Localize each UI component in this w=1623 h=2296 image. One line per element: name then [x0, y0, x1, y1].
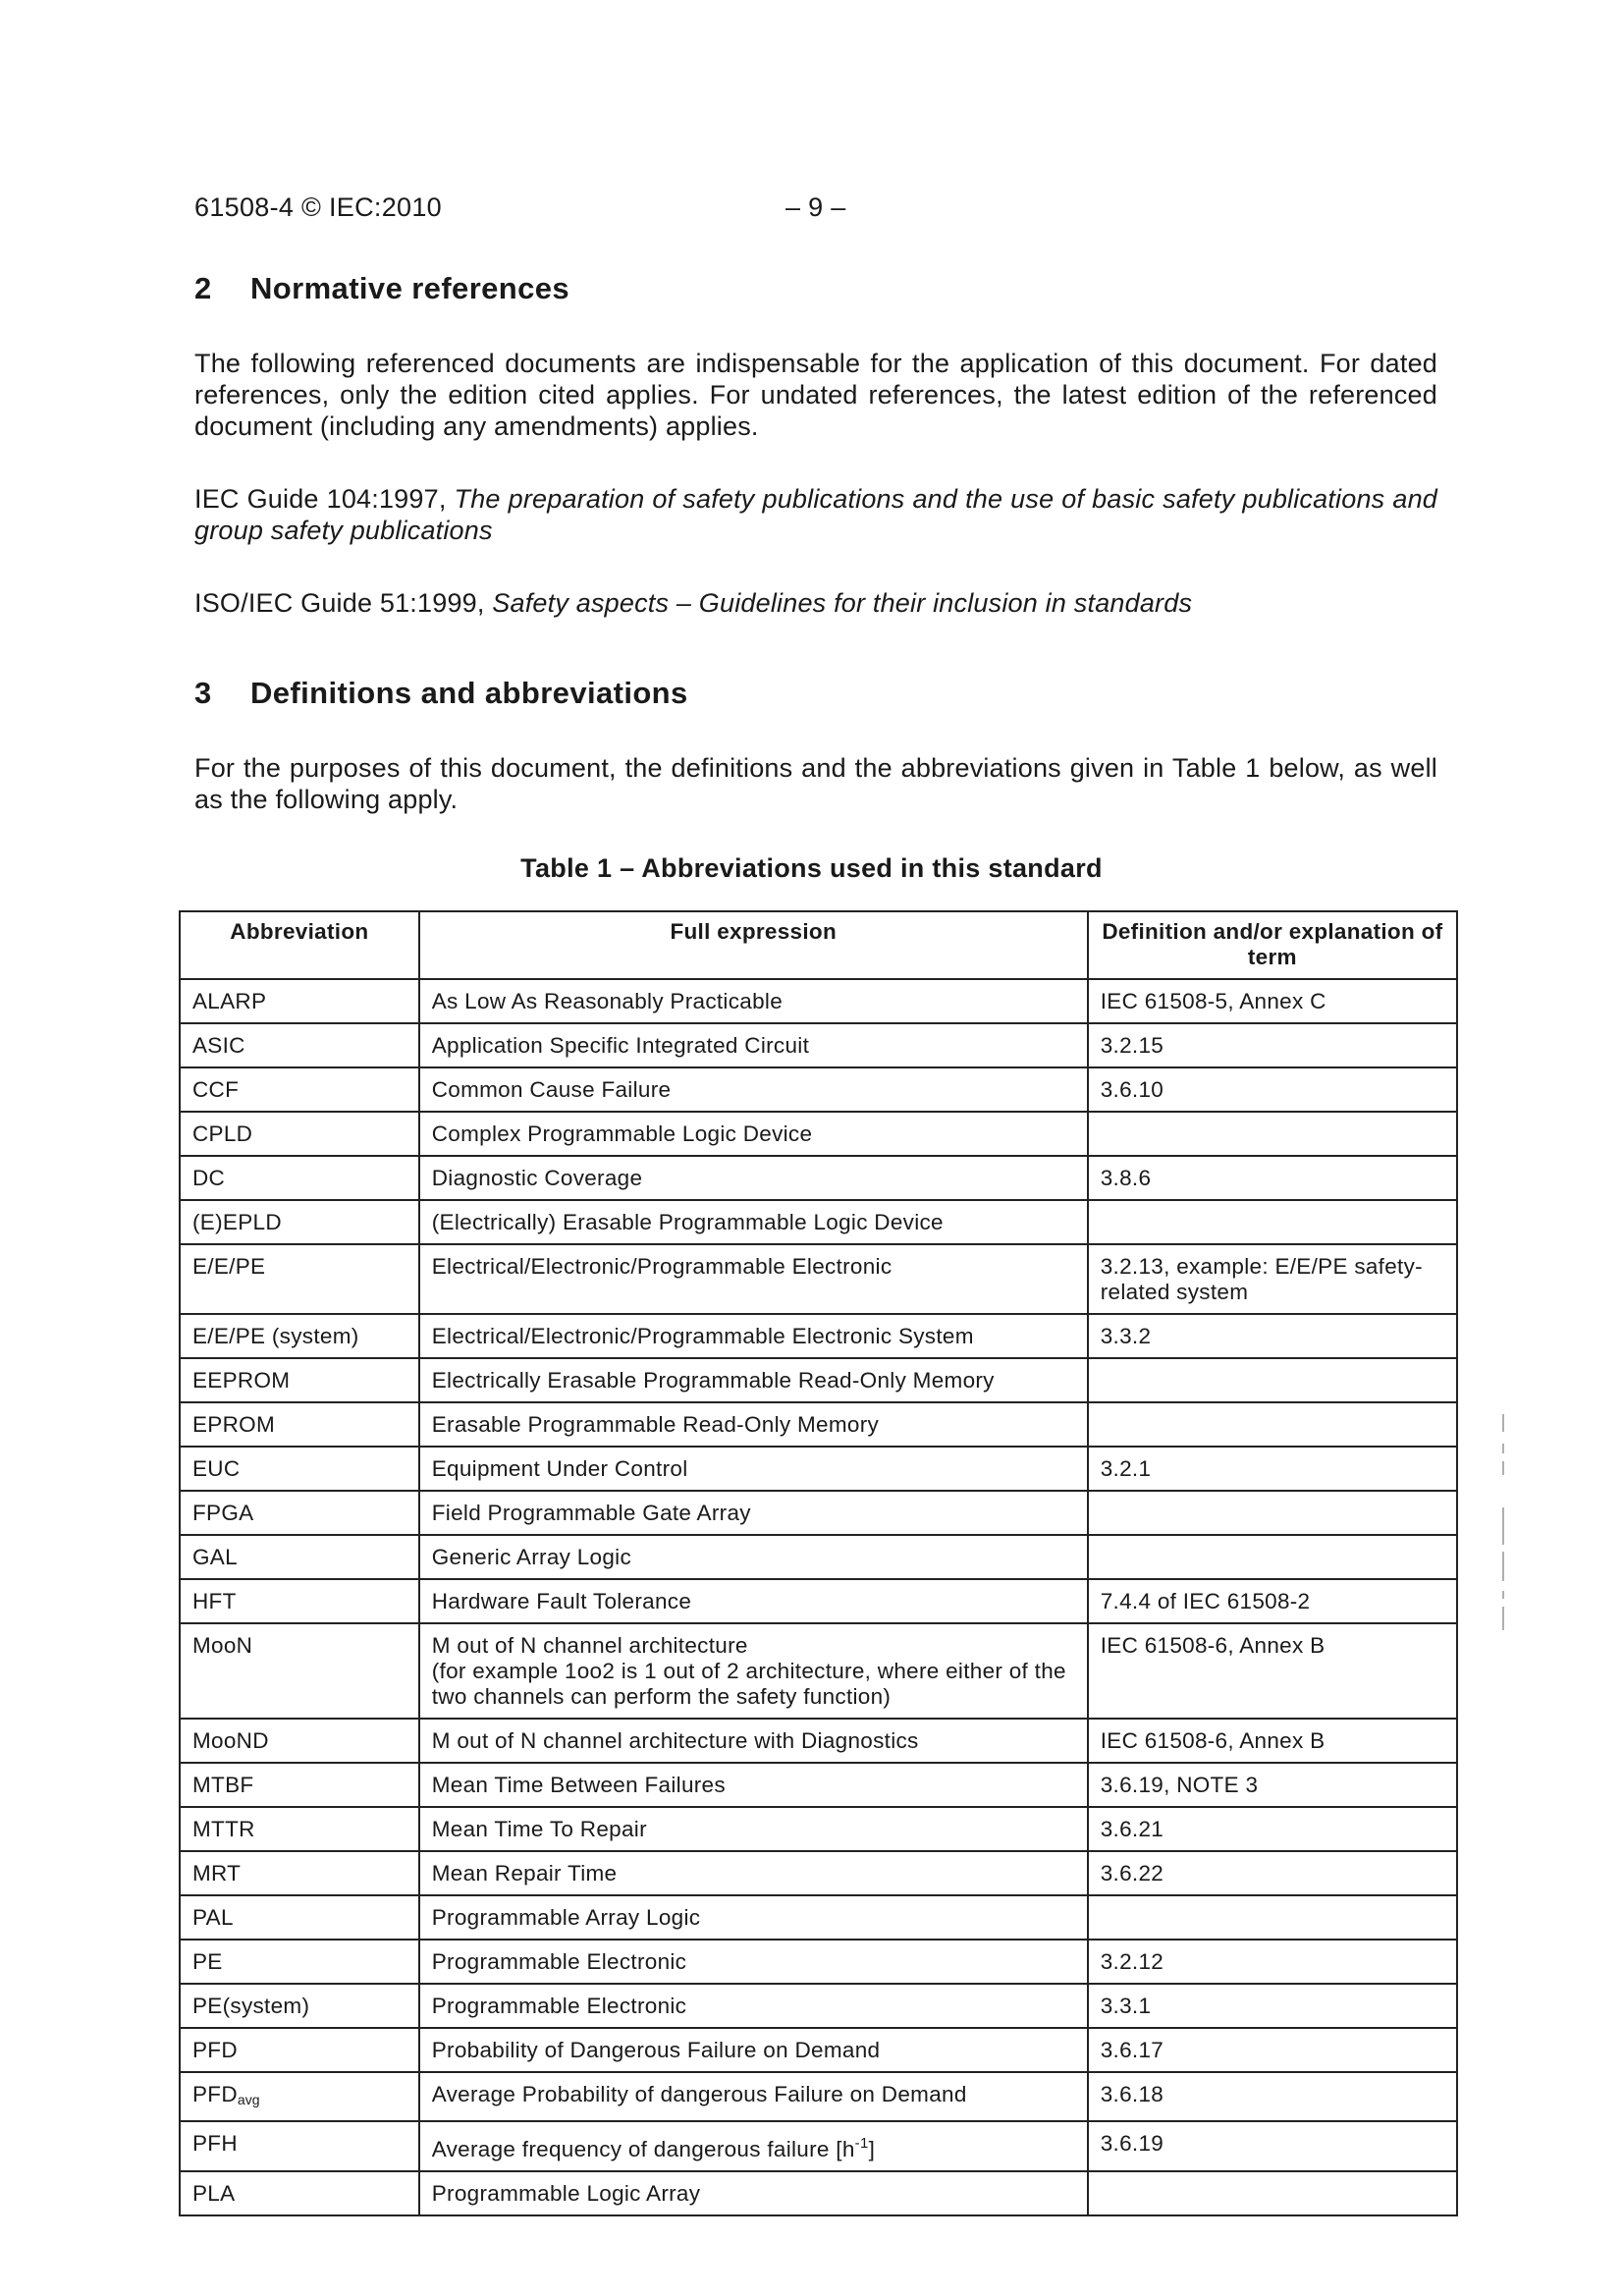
cell-text: Common Cause Failure	[431, 1077, 672, 1102]
subscript-avg: avg	[237, 2092, 260, 2107]
reference-id: IEC Guide 104:1997,	[194, 484, 447, 514]
cell-text: E/E/PE	[192, 1254, 266, 1279]
cell-text: (E)EPLD	[192, 1210, 282, 1234]
cell-abbreviation	[180, 1851, 419, 1895]
cell-full-expression	[419, 1763, 1088, 1807]
table-body	[180, 979, 1457, 2215]
reference-iec-guide-104	[194, 483, 1437, 546]
paragraph-text: The following referenced documents are indispensable for the application of this document. For dated references, only the edition cited applies. For undated references, the latest edition of the referenced document (including any amendments) applies.	[194, 349, 1437, 441]
cell-definition	[1088, 1851, 1457, 1895]
cell-abbreviation	[180, 979, 419, 1023]
cell-full-expression	[419, 2171, 1088, 2215]
table-row	[180, 1023, 1457, 1067]
cell-text: 3.6.19, NOTE 3	[1100, 1773, 1259, 1797]
cell-text: IEC 61508-5, Annex C	[1100, 989, 1326, 1013]
table-row	[180, 1895, 1457, 1940]
column-header-full-expression: Full expression	[419, 911, 1088, 979]
cell-text: MTBF	[192, 1773, 254, 1797]
cell-text: As Low As Reasonably Practicable	[431, 989, 784, 1013]
table-row	[180, 2171, 1457, 2215]
cell-full-expression	[419, 1940, 1088, 1984]
cell-text: 3.6.17	[1100, 2038, 1164, 2062]
cell-text: Field Programmable Gate Array	[431, 1501, 751, 1525]
table-caption: Table 1 – Abbreviations used in this standard	[520, 853, 1103, 883]
cell-abbreviation	[180, 1023, 419, 1067]
cell-text: ALARP	[192, 989, 267, 1013]
cell-text: 3.8.6	[1100, 1166, 1152, 1190]
cell-text: MooND	[192, 1728, 269, 1753]
definitions-intro	[194, 752, 1437, 815]
cell-full-expression	[419, 979, 1088, 1023]
cell-text: ASIC	[192, 1033, 245, 1058]
cell-text: Hardware Fault Tolerance	[431, 1589, 692, 1613]
cell-text: PFD	[192, 2038, 238, 2062]
cell-text: MRT	[192, 1861, 242, 1886]
cell-definition	[1088, 1447, 1457, 1491]
cell-full-expression	[419, 2072, 1088, 2121]
cell-definition	[1088, 1402, 1457, 1447]
reference-iso-iec-guide-51	[194, 587, 1437, 619]
cell-text: FPGA	[192, 1501, 254, 1525]
cell-definition	[1088, 1763, 1457, 1807]
cell-text: 3.2.13, example: E/E/PE safety-related system	[1100, 1254, 1423, 1304]
cell-text: E/E/PE (system)	[192, 1324, 359, 1348]
table-row	[180, 1358, 1457, 1402]
cell-abbreviation	[180, 1763, 419, 1807]
closing-bracket: ]	[868, 2137, 876, 2161]
cell-text: 3.6.19	[1100, 2131, 1164, 2156]
table-row	[180, 1200, 1457, 1244]
cell-text: 3.6.22	[1100, 1861, 1164, 1886]
cell-definition	[1088, 1807, 1457, 1851]
table-row	[180, 1491, 1457, 1535]
cell-full-expression	[419, 1851, 1088, 1895]
cell-definition	[1088, 1358, 1457, 1402]
table-row	[180, 1535, 1457, 1579]
cell-full-expression	[419, 1200, 1088, 1244]
cell-abbreviation	[180, 2121, 419, 2171]
cell-text: MooN	[192, 1633, 253, 1658]
cell-text: Average Probability of dangerous Failure on Demand	[431, 2082, 967, 2106]
reference-title: The preparation of safety publications and the use of basic safety publications and group safety publications	[194, 484, 1438, 545]
margin-marks	[1502, 1414, 1506, 1640]
table-row	[180, 1719, 1457, 1763]
cell-text: GAL	[192, 1545, 238, 1569]
cell-full-expression	[419, 1023, 1088, 1067]
cell-abbreviation	[180, 1358, 419, 1402]
cell-text: EUC	[192, 1456, 241, 1481]
cell-full-expression	[419, 2121, 1088, 2171]
cell-abbreviation	[180, 1895, 419, 1940]
cell-abbreviation	[180, 2072, 419, 2121]
cell-full-expression	[419, 1984, 1088, 2028]
table-row	[180, 1402, 1457, 1447]
table-row	[180, 1447, 1457, 1491]
cell-definition	[1088, 979, 1457, 1023]
cell-full-expression	[419, 1314, 1088, 1358]
section-title: Definitions and abbreviations	[250, 676, 688, 710]
cell-full-expression	[419, 1807, 1088, 1851]
normative-references-intro	[194, 348, 1437, 442]
cell-text: M out of N channel architecture (for example 1oo2 is 1 out of 2 architecture, where either of the two channels can perform the safety function)	[431, 1633, 1066, 1709]
cell-text: Generic Array Logic	[431, 1545, 632, 1569]
abbreviations-table	[179, 910, 1458, 2216]
cell-text: Electrical/Electronic/Programmable Electronic System	[431, 1324, 974, 1348]
cell-definition	[1088, 1984, 1457, 2028]
cell-text: PE	[192, 1949, 223, 1974]
cell-definition	[1088, 1895, 1457, 1940]
cell-full-expression	[419, 1358, 1088, 1402]
cell-definition	[1088, 1067, 1457, 1112]
section-title: Normative references	[250, 271, 570, 305]
cell-text: 3.6.10	[1100, 1077, 1164, 1102]
cell-abbreviation	[180, 1067, 419, 1112]
cell-full-expression	[419, 1156, 1088, 1200]
cell-definition	[1088, 2072, 1457, 2121]
page-number: – 9 –	[785, 192, 846, 222]
cell-text: PAL	[192, 1905, 234, 1930]
cell-definition	[1088, 2028, 1457, 2072]
cell-abbreviation	[180, 1579, 419, 1623]
cell-abbreviation	[180, 1535, 419, 1579]
cell-full-expression	[419, 1579, 1088, 1623]
reference-id: ISO/IEC Guide 51:1999,	[194, 588, 485, 618]
cell-text: PFH	[192, 2131, 238, 2156]
cell-abbreviation	[180, 1244, 419, 1314]
cell-definition	[1088, 1200, 1457, 1244]
table-row	[180, 2072, 1457, 2121]
cell-definition	[1088, 1535, 1457, 1579]
paragraph-text: For the purposes of this document, the definitions and the abbreviations given in Table 1 below, as well as the following apply.	[194, 753, 1437, 814]
cell-full-expression	[419, 1623, 1088, 1719]
cell-definition	[1088, 1112, 1457, 1156]
cell-full-expression	[419, 1244, 1088, 1314]
cell-definition	[1088, 1623, 1457, 1719]
table-row	[180, 1314, 1457, 1358]
cell-text: 3.2.1	[1100, 1456, 1152, 1481]
cell-text: Programmable Electronic	[431, 1949, 687, 1974]
cell-full-expression	[419, 1491, 1088, 1535]
cell-full-expression	[419, 1402, 1088, 1447]
cell-text: HFT	[192, 1589, 237, 1613]
section-number: 2	[194, 271, 212, 305]
cell-abbreviation	[180, 1402, 419, 1447]
cell-text: EEPROM	[192, 1368, 291, 1393]
cell-text: PLA	[192, 2181, 236, 2206]
cell-text: Mean Time To Repair	[431, 1817, 647, 1841]
cell-text: 3.6.18	[1100, 2082, 1164, 2106]
cell-full-expression	[419, 1535, 1088, 1579]
cell-text: PE(system)	[192, 1994, 310, 2018]
cell-definition	[1088, 1491, 1457, 1535]
cell-text: EPROM	[192, 1412, 276, 1437]
table-row	[180, 2028, 1457, 2072]
table-row	[180, 1067, 1457, 1112]
table-header-row	[180, 911, 1457, 979]
cell-text: 3.3.2	[1100, 1324, 1152, 1348]
cell-text: Application Specific Integrated Circuit	[431, 1033, 810, 1058]
cell-definition	[1088, 1940, 1457, 1984]
cell-definition	[1088, 1023, 1457, 1067]
cell-text: Diagnostic Coverage	[431, 1166, 643, 1190]
cell-text: IEC 61508-6, Annex B	[1100, 1633, 1325, 1658]
cell-text: 3.2.12	[1100, 1949, 1164, 1974]
section-3-heading	[194, 676, 688, 711]
reference-title: Safety aspects – Guidelines for their inclusion in standards	[492, 588, 1193, 618]
cell-definition	[1088, 2171, 1457, 2215]
cell-full-expression	[419, 1719, 1088, 1763]
table-row	[180, 1851, 1457, 1895]
cell-full-expression	[419, 1067, 1088, 1112]
table-row	[180, 1940, 1457, 1984]
superscript-minus-one: -1	[854, 2135, 869, 2152]
cell-abbreviation	[180, 1491, 419, 1535]
cell-full-expression	[419, 1112, 1088, 1156]
table-row	[180, 979, 1457, 1023]
cell-full-expression	[419, 2028, 1088, 2072]
cell-abbreviation	[180, 1447, 419, 1491]
cell-definition	[1088, 2121, 1457, 2171]
cell-text: CCF	[192, 1077, 240, 1102]
cell-text: PFD	[192, 2082, 238, 2106]
table-row	[180, 1112, 1457, 1156]
cell-text: Programmable Electronic	[431, 1994, 687, 2018]
cell-abbreviation	[180, 1940, 419, 1984]
cell-abbreviation	[180, 1719, 419, 1763]
cell-abbreviation	[180, 1314, 419, 1358]
cell-text: Mean Time Between Failures	[431, 1773, 726, 1797]
cell-abbreviation	[180, 1984, 419, 2028]
cell-text: M out of N channel architecture with Diagnostics	[431, 1728, 919, 1753]
table-row	[180, 1984, 1457, 2028]
cell-text: Equipment Under Control	[431, 1456, 688, 1481]
cell-abbreviation	[180, 1156, 419, 1200]
cell-abbreviation	[180, 1623, 419, 1719]
cell-text: Complex Programmable Logic Device	[431, 1121, 813, 1146]
cell-abbreviation	[180, 1807, 419, 1851]
cell-definition	[1088, 1719, 1457, 1763]
cell-text: Electrically Erasable Programmable Read-Only Memory	[431, 1368, 995, 1393]
cell-definition	[1088, 1244, 1457, 1314]
table-row	[180, 2121, 1457, 2171]
table-row	[180, 1807, 1457, 1851]
cell-full-expression	[419, 1895, 1088, 1940]
cell-text: CPLD	[192, 1121, 253, 1146]
document-id: 61508-4 © IEC:2010	[194, 192, 442, 222]
cell-text: (Electrically) Erasable Programmable Logic Device	[431, 1210, 944, 1234]
cell-text: Programmable Array Logic	[431, 1905, 701, 1930]
cell-text: 3.6.21	[1100, 1817, 1164, 1841]
column-header-definition: Definition and/or explanation of term	[1088, 911, 1457, 979]
column-header-abbreviation: Abbreviation	[180, 911, 419, 979]
table-row	[180, 1623, 1457, 1719]
cell-text: DC	[192, 1166, 226, 1190]
cell-text: Average frequency of dangerous failure [h	[431, 2137, 855, 2161]
cell-text: Programmable Logic Array	[431, 2181, 701, 2206]
cell-text: Erasable Programmable Read-Only Memory	[431, 1412, 880, 1437]
cell-full-expression	[419, 1447, 1088, 1491]
cell-abbreviation	[180, 1200, 419, 1244]
cell-text: 7.4.4 of IEC 61508-2	[1100, 1589, 1311, 1613]
cell-abbreviation	[180, 2028, 419, 2072]
table-row	[180, 1244, 1457, 1314]
cell-text: IEC 61508-6, Annex B	[1100, 1728, 1325, 1753]
cell-text: Electrical/Electronic/Programmable Electronic	[431, 1254, 893, 1279]
cell-text: MTTR	[192, 1817, 255, 1841]
table-row	[180, 1763, 1457, 1807]
cell-definition	[1088, 1156, 1457, 1200]
cell-definition	[1088, 1314, 1457, 1358]
section-number: 3	[194, 676, 212, 710]
cell-text: Probability of Dangerous Failure on Demand	[431, 2038, 881, 2062]
cell-text: 3.2.15	[1100, 1033, 1164, 1058]
cell-definition	[1088, 1579, 1457, 1623]
cell-text: Mean Repair Time	[431, 1861, 618, 1886]
cell-text: 3.3.1	[1100, 1994, 1152, 2018]
cell-abbreviation	[180, 2171, 419, 2215]
cell-abbreviation	[180, 1112, 419, 1156]
table-row	[180, 1156, 1457, 1200]
table-row	[180, 1579, 1457, 1623]
section-2-heading	[194, 271, 569, 306]
